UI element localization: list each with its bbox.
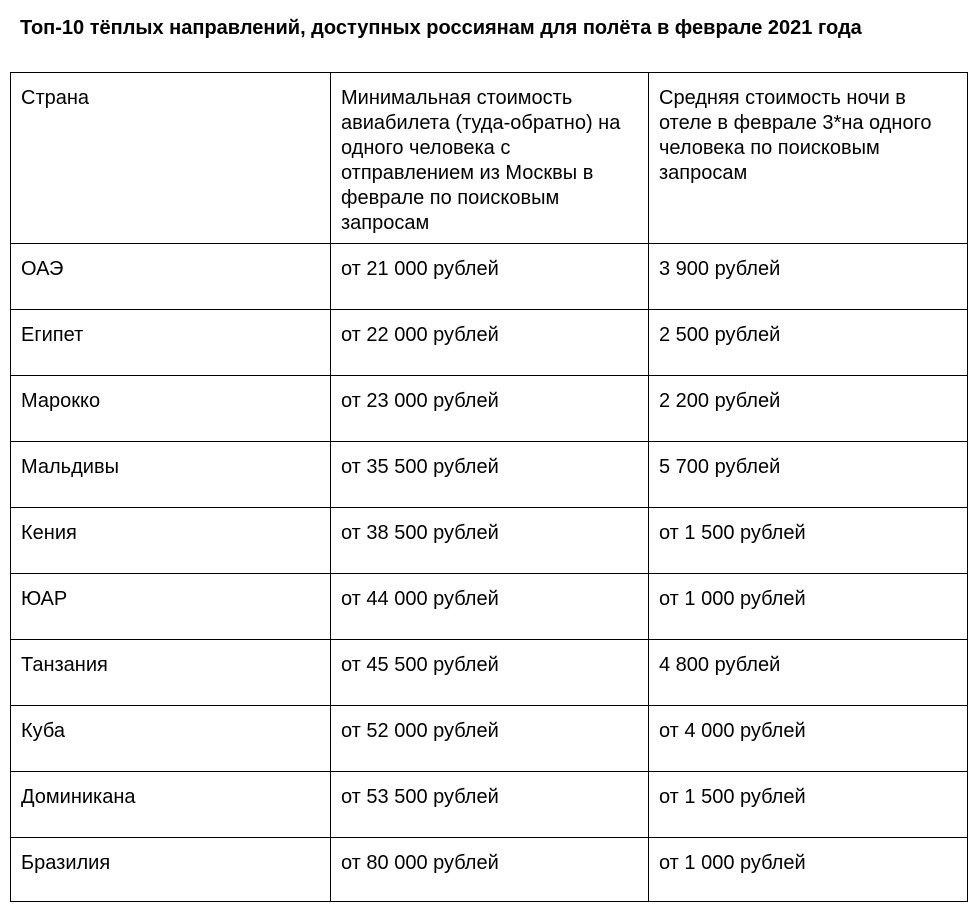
cell-hotel-price: 2 200 рублей bbox=[649, 376, 968, 442]
cell-country: Бразилия bbox=[11, 838, 331, 902]
cell-country: Кения bbox=[11, 508, 331, 574]
cell-hotel-price: 4 800 рублей bbox=[649, 640, 968, 706]
cell-flight-price: от 44 000 рублей bbox=[331, 574, 649, 640]
cell-flight-price: от 35 500 рублей bbox=[331, 442, 649, 508]
cell-country: Мальдивы bbox=[11, 442, 331, 508]
cell-hotel-price: от 1 000 рублей bbox=[649, 838, 968, 902]
table-row bbox=[11, 310, 968, 376]
cell-country: Египет bbox=[11, 310, 331, 376]
cell-hotel-price: 3 900 рублей bbox=[649, 244, 968, 310]
table-row bbox=[11, 574, 968, 640]
table-row bbox=[11, 706, 968, 772]
cell-country: ОАЭ bbox=[11, 244, 331, 310]
cell-country: Куба bbox=[11, 706, 331, 772]
cell-country: ЮАР bbox=[11, 574, 331, 640]
table-row bbox=[11, 442, 968, 508]
cell-hotel-price: от 1 500 рублей bbox=[649, 508, 968, 574]
cell-flight-price: от 53 500 рублей bbox=[331, 772, 649, 838]
cell-flight-price: от 80 000 рублей bbox=[331, 838, 649, 902]
destinations-table bbox=[10, 72, 968, 902]
table-row bbox=[11, 508, 968, 574]
page-title: Топ-10 тёплых направлений, доступных россиянам для полёта в феврале 2021 года bbox=[20, 17, 862, 39]
cell-flight-price: от 38 500 рублей bbox=[331, 508, 649, 574]
header-min-flight-price: Минимальная стоимость авиабилета (туда-обратно) на одного человека с отправлением из Москвы в феврале по поисковым запросам bbox=[331, 73, 649, 244]
cell-hotel-price: 5 700 рублей bbox=[649, 442, 968, 508]
table-row bbox=[11, 838, 968, 902]
cell-hotel-price: от 1 000 рублей bbox=[649, 574, 968, 640]
cell-country: Доминикана bbox=[11, 772, 331, 838]
cell-hotel-price: от 4 000 рублей bbox=[649, 706, 968, 772]
cell-country: Марокко bbox=[11, 376, 331, 442]
cell-flight-price: от 21 000 рублей bbox=[331, 244, 649, 310]
table-row bbox=[11, 772, 968, 838]
cell-flight-price: от 22 000 рублей bbox=[331, 310, 649, 376]
table-row bbox=[11, 376, 968, 442]
cell-hotel-price: 2 500 рублей bbox=[649, 310, 968, 376]
table-row bbox=[11, 640, 968, 706]
cell-flight-price: от 23 000 рублей bbox=[331, 376, 649, 442]
cell-country: Танзания bbox=[11, 640, 331, 706]
cell-flight-price: от 45 500 рублей bbox=[331, 640, 649, 706]
cell-flight-price: от 52 000 рублей bbox=[331, 706, 649, 772]
header-country: Страна bbox=[11, 73, 331, 244]
cell-hotel-price: от 1 500 рублей bbox=[649, 772, 968, 838]
table-header-row bbox=[11, 73, 968, 244]
header-avg-hotel-price: Средняя стоимость ночи в отеле в феврале 3*на одного человека по поисковым запросам bbox=[649, 73, 968, 244]
table-row bbox=[11, 244, 968, 310]
